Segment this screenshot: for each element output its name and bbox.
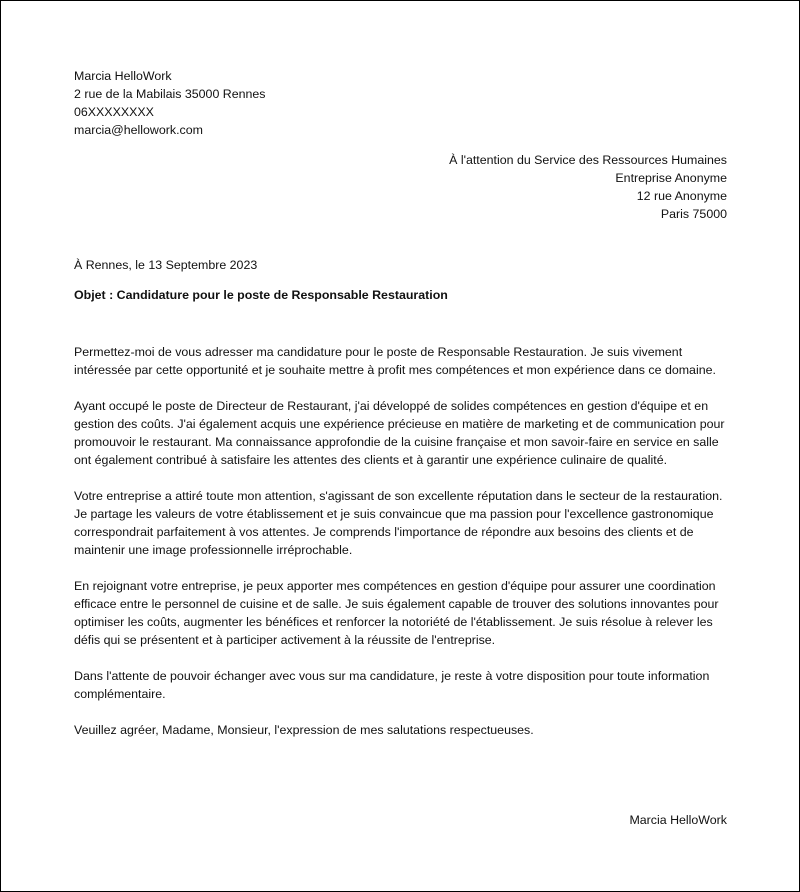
recipient-block — [449, 151, 727, 223]
recipient-city: Paris 75000 — [660, 207, 727, 221]
body-paragraph: Veuillez agréer, Madame, Monsieur, l'expression de mes salutations respectueuses. — [74, 723, 534, 737]
sender-phone: 06XXXXXXXX — [74, 105, 154, 119]
body-paragraph: Votre entreprise a attiré toute mon attention, s'agissant de son excellente réputation dans le secteur de la restauration. Je partage les valeurs de votre établissement et je suis convaincue que ma passion pour l'excellence gastronomique correspondrait parfaitement à vos attentes. Je comprends l'importance de répondre aux besoins des clients et de maintenir une image professionnelle irréprochable. — [74, 489, 723, 557]
sender-address: 2 rue de la Mabilais 35000 Rennes — [74, 87, 266, 101]
body-paragraph: Dans l'attente de pouvoir échanger avec vous sur ma candidature, je reste à votre disposition pour toute information complémentaire. — [74, 669, 710, 701]
signature: Marcia HelloWork — [629, 813, 727, 827]
recipient-attention: À l'attention du Service des Ressources Humaines — [449, 153, 727, 167]
recipient-street: 12 rue Anonyme — [636, 189, 727, 203]
body-paragraph: Ayant occupé le poste de Directeur de Restaurant, j'ai développé de solides compétences en gestion d'équipe et en gestion des coûts. J'ai également acquis une expérience précieuse en matière de marketing et de communication pour promouvoir le restaurant. Ma connaissance approfondie de la cuisine française et mon savoir-faire en service en salle ont également contribué à satisfaire les attentes des clients et à garantir une expérience culinaire de qualité. — [74, 399, 725, 467]
sender-email: marcia@hellowork.com — [74, 123, 203, 137]
body-paragraph: En rejoignant votre entreprise, je peux apporter mes compétences en gestion d'équipe pour assurer une coordination efficace entre le personnel de cuisine et de salle. Je suis également capable de trouver des solutions innovantes pour optimiser les coûts, augmenter les bénéfices et renforcer la notoriété de l'établissement. Je suis résolue à relever les défis qui se présentent et à participer activement à la réussite de l'entreprise. — [74, 579, 719, 647]
letter-body — [74, 343, 734, 757]
sender-name: Marcia HelloWork — [74, 69, 172, 83]
sender-block — [74, 67, 266, 139]
body-paragraph: Permettez-moi de vous adresser ma candidature pour le poste de Responsable Restauration. Je suis vivement intéressée par cette opportunité et je souhaite mettre à profit mes compétences et mon expérience dans ce domaine. — [74, 345, 716, 377]
date-line: À Rennes, le 13 Septembre 2023 — [74, 258, 258, 272]
subject-line: Objet : Candidature pour le poste de Responsable Restauration — [74, 288, 448, 302]
recipient-company: Entreprise Anonyme — [615, 171, 727, 185]
